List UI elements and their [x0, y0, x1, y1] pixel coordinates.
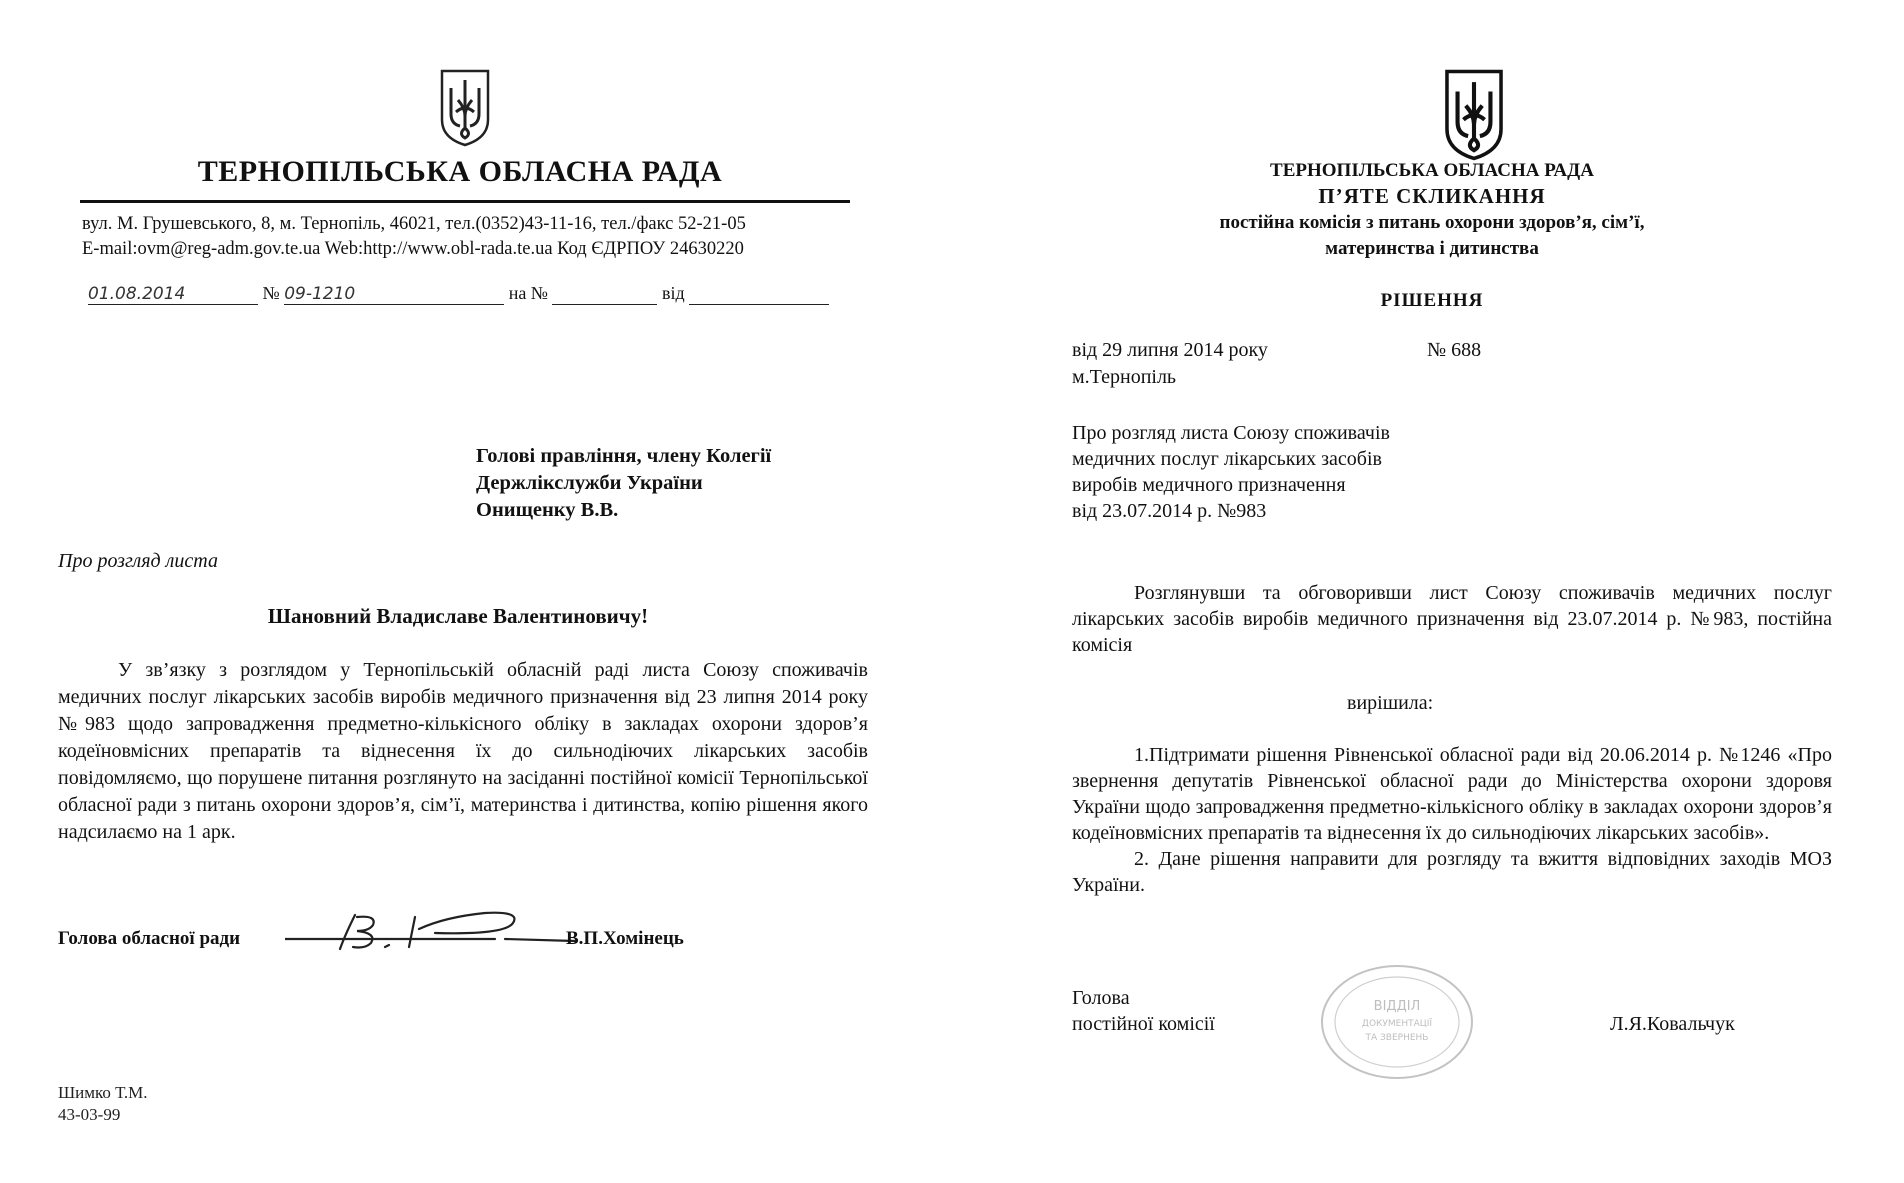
convocation: П’ЯТЕ СКЛИКАННЯ: [1318, 184, 1546, 208]
decision-item-2: 2. Дане рішення направити для розгляду та вжиття відповідних заходів МОЗ України.: [1072, 848, 1832, 896]
preamble-text: Розглянувши та обговоривши лист Союзу споживачів медичних послуг лікарських засобів виробів медичного призначення від 23.07.2014 р. №983, постійна комісія: [1072, 582, 1832, 656]
doc-type: РІШЕННЯ: [1380, 290, 1484, 311]
signature-title-2: постійної комісії: [1072, 1013, 1215, 1035]
body-paragraph: У зв’язку з розглядом у Тернопільській обласній раді листа Союзу споживачів медичних послуг лікарських засобів виробів медичного призначення від 23 липня 2014 року №983 щодо запровадження предметно-кількісного обліку в закладах охорони здоров’я кодеїновмісних препаратів та віднесення їх до сильнодіючих лікарських засобів повідомляємо, що порушене питання розглянуто на засіданні постійної комісії Тернопільської обласної ради з питань охорони здоров’я, сім’ї, материнства і дитинства, копію рішення якого надсилаємо на 1 арк.: [58, 659, 868, 843]
signature-title: Голова обласної ради: [58, 928, 241, 949]
addressee-line-1: Голові правління, члену Колегії: [476, 445, 772, 467]
letter-body: [58, 657, 868, 846]
org-title: ТЕРНОПІЛЬСЬКА ОБЛАСНА РАДА: [197, 155, 723, 188]
from-field: [689, 283, 829, 305]
decision-subject: [1072, 420, 1390, 524]
commission-line-1: постійна комісія з питань охорони здоров’я, сім’ї,: [1219, 212, 1645, 233]
decided-label: вирішила:: [1347, 692, 1434, 714]
signature-title: [1072, 985, 1215, 1037]
subject-line-3: виробів медичного призначення: [1072, 474, 1346, 496]
reg-no-label: №: [262, 283, 280, 303]
decision-items: [1072, 742, 1832, 898]
reg-no-field: [284, 283, 504, 305]
reg-date: 01.08.2014: [88, 284, 186, 304]
org-title: ТЕРНОПІЛЬСЬКА ОБЛАСНА РАДА: [1270, 160, 1594, 181]
coat-of-arms-icon: [1442, 68, 1506, 162]
executor-phone: 43-03-99: [58, 1105, 121, 1124]
letter-subject: Про розгляд листа: [58, 550, 218, 572]
executor-name: Шимко Т.М.: [58, 1083, 148, 1102]
round-stamp: [1317, 962, 1477, 1087]
header-rule: [80, 200, 850, 203]
preamble: [1072, 580, 1832, 658]
signature-title-1: Голова: [1072, 987, 1130, 1009]
reply-field: [552, 283, 657, 305]
decision-city: м.Тернопіль: [1072, 366, 1177, 388]
subject-line-2: медичних послуг лікарських засобів: [1072, 448, 1382, 470]
stamp-line-3: ТА ЗВЕРНЕНЬ: [1365, 1033, 1429, 1043]
commission-line-2: материнства і дитинства: [1325, 238, 1539, 259]
addressee-block: [476, 443, 771, 524]
signature-name: В.П.Хомінець: [566, 928, 684, 949]
stamp-line-2: ДОКУМЕНТАЦІЇ: [1361, 1019, 1433, 1029]
signature-name: Л.Я.Ковальчук: [1610, 1013, 1735, 1035]
coat-of-arms-icon: [438, 68, 492, 148]
decision-item-1: 1.Підтримати рішення Рівненської обласної ради від 20.06.2014 р. №1246 «Про звернення депутатів Рівненської обласної ради до Міністерства охорони здоровя України щодо запровадження предметно-кількісного обліку в закладах охорони здоров’я кодеїновмісних препаратів та віднесення їх до сильнодіючих лікарських засобів».: [1072, 744, 1832, 844]
reg-date-field: [88, 283, 258, 305]
handwritten-signature: [285, 905, 575, 960]
decision-number: № 688: [1427, 339, 1482, 361]
subject-line-4: від 23.07.2014 р. №983: [1072, 500, 1267, 522]
contact-line: E-mail:ovm@reg-adm.gov.te.ua Web:http://www.obl-rada.te.ua Код ЄДРПОУ 24630220: [82, 239, 744, 259]
registration-row: [88, 283, 829, 305]
executor-block: [58, 1082, 147, 1126]
commission-decision: [952, 0, 1904, 1183]
reg-no: 09-1210: [284, 284, 356, 304]
addressee-line-2: Держлікслужби України: [476, 472, 703, 494]
subject-line-1: Про розгляд листа Союзу споживачів: [1072, 422, 1390, 444]
reply-label: на №: [508, 283, 548, 303]
address-line: вул. М. Грушевського, 8, м. Тернопіль, 46021, тел.(0352)43-11-16, тел./факс 52-21-05: [82, 214, 746, 234]
addressee-line-3: Онищенку В.В.: [476, 499, 619, 521]
from-label: від: [661, 283, 685, 303]
decision-date: від 29 липня 2014 року: [1072, 339, 1268, 361]
salutation: Шановний Владиславе Валентиновичу!: [267, 604, 649, 628]
stamp-line-1: ВІДДІЛ: [1373, 999, 1421, 1014]
